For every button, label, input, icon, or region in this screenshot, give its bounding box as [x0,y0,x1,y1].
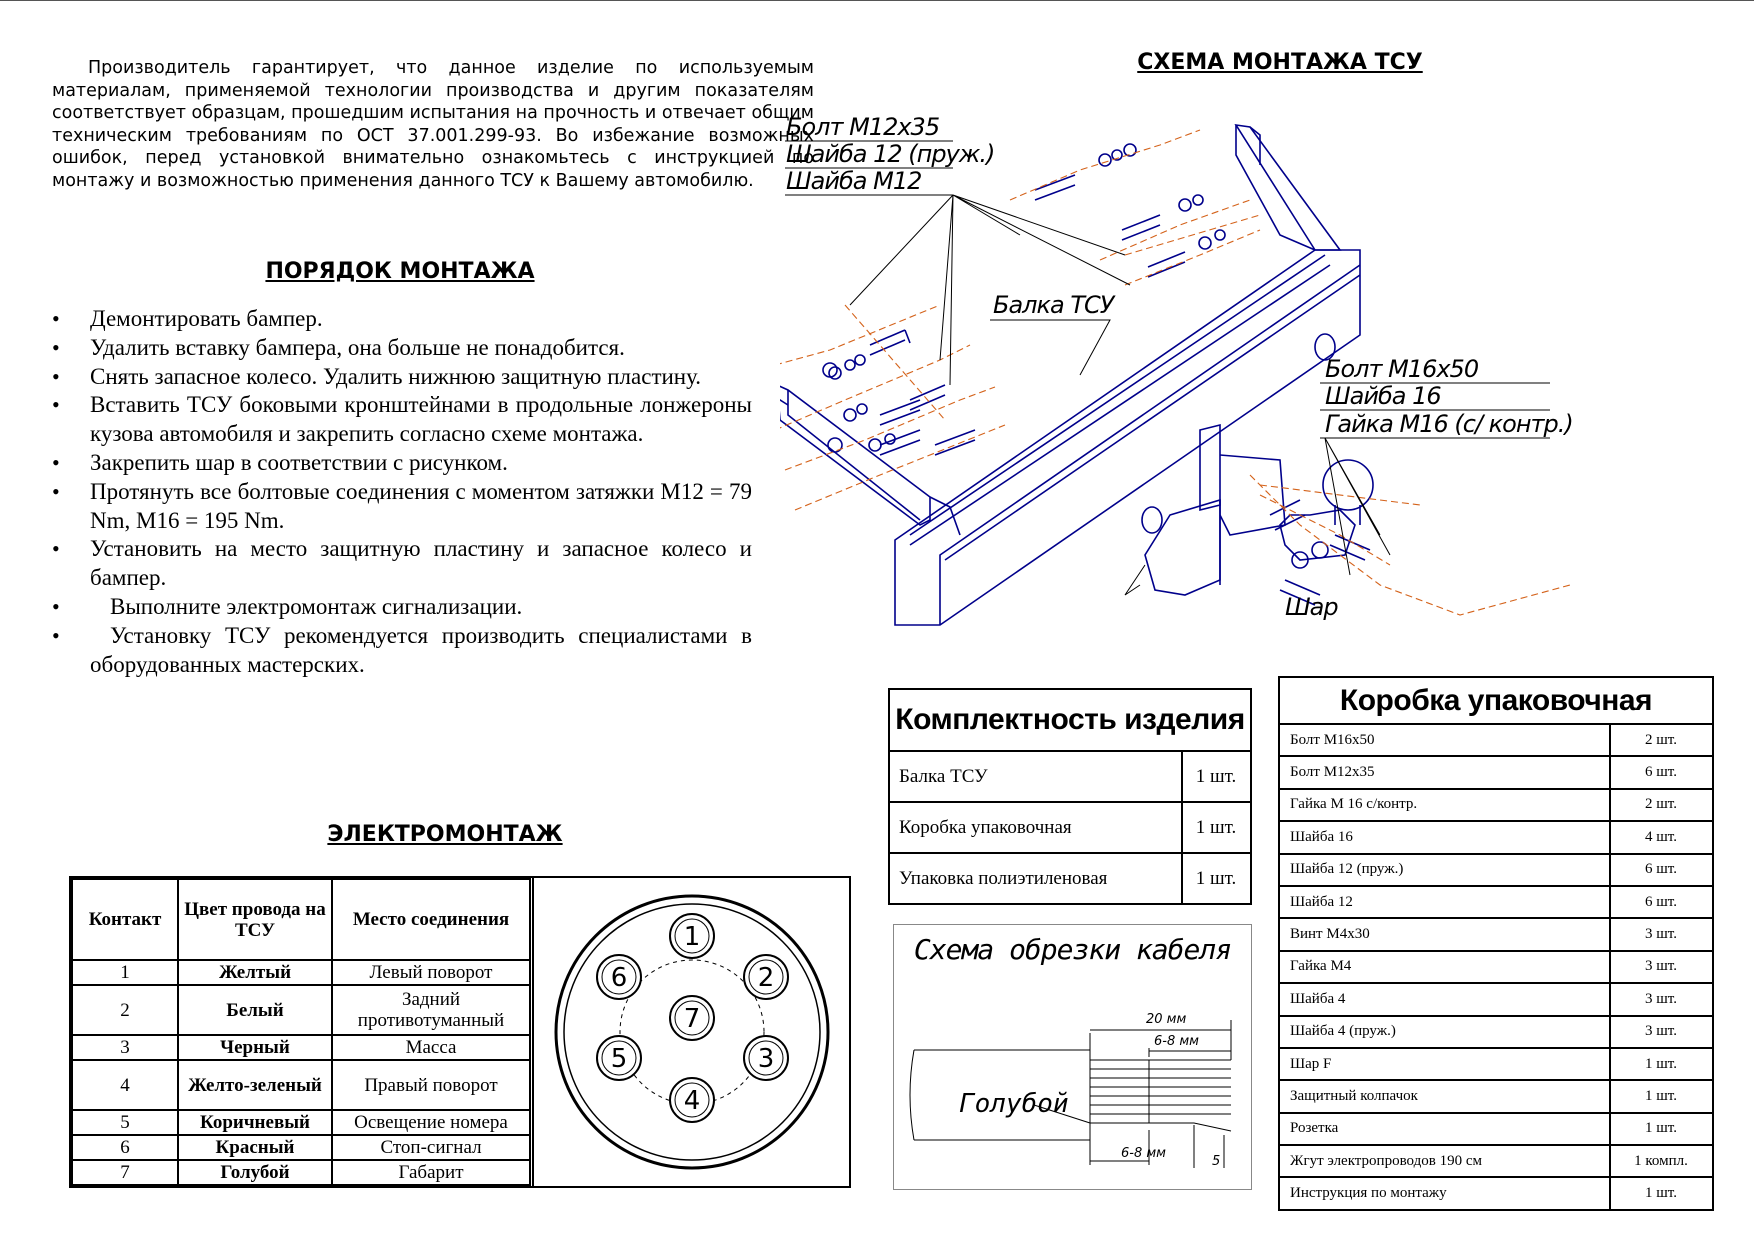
table-row: 5 Коричневый Освещение номера [72,1110,530,1135]
table-row: 7 Голубой Габарит [72,1160,530,1185]
table-row: Инструкция по монтажу 1 шт. [1279,1177,1713,1209]
step-item: • Демонтировать бампер. [50,305,752,334]
top-rule [0,0,1754,1]
electro-title: ЭЛЕКТРОМОНТАЖ [327,822,563,847]
table-row: 6 Красный Стоп-сигнал [72,1135,530,1160]
pin-7 [670,996,714,1040]
step-item: • Вставить ТСУ боковыми кронштейнами в продольные лонжероны кузова автомобиля и закрепить согласно схеме монтажа. [52,392,752,447]
table-row: Шайба 16 4 шт. [1279,821,1713,853]
table-row: Защитный колпачок 1 шт. [1279,1080,1713,1112]
step-item: • Снять запасное колесо. Удалить нижнюю защитную пластину. [50,363,752,392]
electro-table [71,878,531,1186]
installation-scheme [780,115,1740,645]
table-row: Винт М4х30 3 шт. [1279,918,1713,950]
bullet-icon: • [52,478,60,504]
packing-box-table [1278,676,1714,1211]
table-row: Шар F 1 шт. [1279,1048,1713,1080]
label-bolt-m16: Болт М16х50 [1325,355,1479,383]
table-row: Шайба 12 6 шт. [1279,886,1713,918]
bullet-icon: • [52,449,60,475]
table-row: 3 Черный Масса [72,1035,530,1060]
socket-pinout [532,878,851,1186]
pin-4 [670,1078,714,1122]
cable-cut-scheme [893,924,1252,1190]
electro-table-box [69,876,851,1188]
svg-text:7: 7 [683,1004,701,1034]
label-washer-m12: Шайба М12 [786,167,922,195]
table-row: 2 Белый Задний противотуманный [72,985,530,1035]
table-row: Болт М16х50 2 шт. [1279,724,1713,756]
table-row: Гайка М4 3 шт. [1279,951,1713,983]
label-washer-12-spring: Шайба 12 (пруж.) [786,140,995,168]
cable-cut-drawing [894,925,1251,1189]
svg-text:3: 3 [757,1044,775,1074]
pin-5 [597,1036,641,1080]
header-contact: Контакт [72,879,178,960]
label-beam: Балка ТСУ [993,291,1114,319]
assembly-steps [50,305,752,679]
step-item: • Выполните электромонтаж сигнализации. [50,593,752,622]
step-item: • Удалить вставку бампера, она больше не понадобится. [50,334,752,363]
bullet-icon: • [52,622,60,648]
step-item: • Установить на место защитную пластину и запасное колесо и бампер. [52,536,752,591]
bullet-icon: • [52,593,60,619]
scheme-title: СХЕМА МОНТАЖА ТСУ [1137,50,1423,75]
bullet-icon: • [52,306,60,331]
table-row: Болт М12х35 6 шт. [1279,756,1713,788]
dim-20mm: 20 мм [1146,1012,1187,1027]
packing-box-title: Коробка упаковочная [1279,677,1713,724]
svg-text:5: 5 [610,1044,628,1074]
bullet-icon: • [52,363,60,389]
bullet-icon: • [52,536,60,562]
header-color: Цвет провода на ТСУ [178,879,332,960]
svg-text:2: 2 [757,963,775,993]
header-place: Место соединения [332,879,530,960]
bullet-icon: • [52,392,60,418]
svg-text:1: 1 [683,922,701,952]
table-row: Жгут электропроводов 190 см 1 компл. [1279,1145,1713,1177]
dim-5mm: 5 [1212,1154,1221,1169]
pin-6 [597,955,641,999]
label-nut-m16: Гайка М16 (с/ контр.) [1325,410,1573,438]
table-row: Балка ТСУ 1 шт. [889,751,1251,802]
step-item: • Закрепить шар в соответствии с рисунком. [50,449,752,478]
warranty-paragraph: Производитель гарантирует, что данное изделие по используемым материалам, применяемой технологии производства и другим показателям соответствует образцам, прошедшим испытания на прочность и отвечает общим техническим требованиям по ОСТ 37.001.299-93. Во избежание возможных ошибок, перед установкой внимательно ознакомьтесь с инструкцией по монтажу и возможностью применения данного ТСУ к Вашему автомобилю. [52,58,814,191]
towbar-beam-drawing [780,125,1373,625]
cable-cut-title: Схема обрезки кабеля [913,933,1232,966]
label-bolt-m12: Болт М12х35 [786,115,940,141]
table-row: Гайка М 16 с/контр. 2 шт. [1279,789,1713,821]
table-row: 1 Желтый Левый поворот [72,960,530,985]
table-row: Упаковка полиэтиленовая 1 шт. [889,853,1251,904]
table-row: Шайба 4 (пруж.) 3 шт. [1279,1016,1713,1048]
table-row: 4 Желто-зеленый Правый поворот [72,1060,530,1110]
pin-1 [670,914,714,958]
table-row: Розетка 1 шт. [1279,1113,1713,1145]
table-row: Шайба 12 (пруж.) 6 шт. [1279,854,1713,886]
dim-6-8mm-top: 6-8 мм [1154,1034,1199,1049]
label-washer-16: Шайба 16 [1325,382,1441,410]
svg-text:4: 4 [683,1086,701,1116]
table-row: Коробка упаковочная 1 шт. [889,802,1251,853]
completeness-table [888,688,1252,905]
wire-label-blue: Голубой [959,1089,1069,1119]
pin-3 [744,1036,788,1080]
bullet-icon: • [52,334,60,360]
svg-text:6: 6 [610,963,628,993]
step-item: • Установку ТСУ рекомендуется производить специалистами в оборудованных мастерских. [52,622,752,677]
socket-pinout-drawing [534,878,851,1186]
pin-2 [744,955,788,999]
dim-6-8mm-bottom: 6-8 мм [1121,1146,1166,1161]
completeness-title: Комплектность изделия [889,689,1251,751]
step-item: • Протянуть все болтовые соединения с моментом затяжки М12 = 79 Nm, М16 = 195 Nm. [52,478,752,533]
label-ball: Шар [1285,593,1338,621]
table-row: Шайба 4 3 шт. [1279,983,1713,1015]
assembly-title: ПОРЯДОК МОНТАЖА [265,259,535,284]
